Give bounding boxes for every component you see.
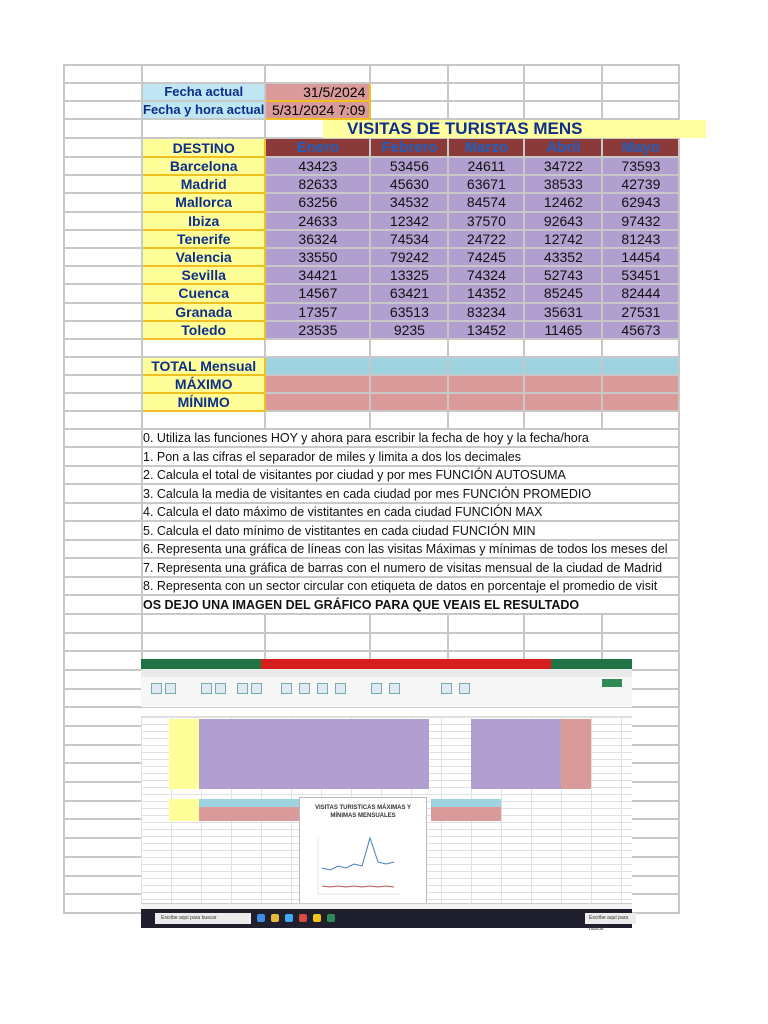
cell[interactable] xyxy=(448,614,524,633)
cell[interactable] xyxy=(448,339,524,357)
sheet-title: VISITAS DE TURISTAS MENS xyxy=(323,120,706,138)
value-cell[interactable]: 97432 xyxy=(602,212,679,230)
city-valencia[interactable]: Valencia xyxy=(142,248,265,266)
cell[interactable] xyxy=(64,503,142,522)
value-cell[interactable]: 12742 xyxy=(524,230,602,248)
cell[interactable] xyxy=(370,411,448,429)
value-cell[interactable]: 35631 xyxy=(524,303,602,321)
value-cell[interactable]: 43423 xyxy=(265,157,370,175)
cell[interactable] xyxy=(142,411,265,429)
cell[interactable] xyxy=(64,447,142,466)
value-cell[interactable]: 14567 xyxy=(265,284,370,302)
value-cell[interactable]: 74245 xyxy=(448,248,524,266)
value-cell[interactable]: 82444 xyxy=(602,284,679,302)
cell[interactable] xyxy=(602,339,679,357)
cell[interactable] xyxy=(64,577,142,596)
value-cell[interactable]: 9235 xyxy=(370,321,448,339)
cell[interactable] xyxy=(448,83,524,101)
value-cell[interactable]: 34532 xyxy=(370,193,448,211)
value-cell[interactable]: 45630 xyxy=(370,175,448,193)
cell[interactable] xyxy=(64,357,142,375)
min-cell[interactable] xyxy=(448,393,524,411)
cell[interactable] xyxy=(142,339,265,357)
cell[interactable] xyxy=(370,101,448,119)
cell[interactable] xyxy=(64,801,142,820)
label-maximo[interactable]: MÁXIMO xyxy=(142,375,265,393)
value-cell[interactable]: 27531 xyxy=(602,303,679,321)
value-cell[interactable]: 74324 xyxy=(448,266,524,284)
cell[interactable] xyxy=(448,65,524,83)
instruction-2[interactable]: 2. Calcula el total de visitantes por ciudad y por mes FUNCIÓN AUTOSUMA xyxy=(142,466,679,485)
value-cell[interactable]: 62943 xyxy=(602,193,679,211)
cell[interactable] xyxy=(64,484,142,503)
value-cell[interactable]: 12462 xyxy=(524,193,602,211)
cell[interactable] xyxy=(142,65,265,83)
value-cell[interactable]: 63421 xyxy=(370,284,448,302)
label-fecha-actual[interactable]: Fecha actual xyxy=(142,83,265,101)
embedded-titlebar xyxy=(141,659,632,669)
cell[interactable] xyxy=(64,393,142,411)
cell[interactable] xyxy=(64,157,142,175)
cell[interactable] xyxy=(370,65,448,83)
cell[interactable] xyxy=(64,838,142,857)
value-cell[interactable]: 37570 xyxy=(448,212,524,230)
value-cell[interactable]: 53456 xyxy=(370,157,448,175)
city-mallorca[interactable]: Mallorca xyxy=(142,193,265,211)
cell[interactable] xyxy=(448,411,524,429)
cell[interactable] xyxy=(265,633,370,652)
label-minimo[interactable]: MÍNIMO xyxy=(142,393,265,411)
cell[interactable] xyxy=(602,65,679,83)
value-cell[interactable]: 63671 xyxy=(448,175,524,193)
total-cell[interactable] xyxy=(602,357,679,375)
cell[interactable] xyxy=(64,193,142,211)
instruction-8[interactable]: 8. Representa con un sector circular con etiqueta de datos en porcentaje el promedio de visit xyxy=(142,577,679,596)
cell[interactable] xyxy=(524,101,602,119)
instruction-1[interactable]: 1. Pon a las cifras el separador de miles y limita a dos los decimales xyxy=(142,447,679,466)
value-cell[interactable]: 73593 xyxy=(602,157,679,175)
value-cell[interactable]: 74534 xyxy=(370,230,448,248)
max-cell[interactable] xyxy=(524,375,602,393)
value-cell[interactable]: 42739 xyxy=(602,175,679,193)
cell[interactable] xyxy=(64,83,142,101)
cell[interactable] xyxy=(448,101,524,119)
value-cell[interactable]: 34722 xyxy=(524,157,602,175)
embedded-ribbon xyxy=(141,669,632,708)
header-month-marzo[interactable]: Marzo xyxy=(448,138,524,157)
cell[interactable] xyxy=(64,876,142,895)
embedded-taskbar-search: Escribe aquí para buscar xyxy=(155,913,251,924)
instruction-0[interactable]: 0. Utiliza las funciones HOY y ahora para escribir la fecha de hoy y la fecha/hora xyxy=(142,429,679,448)
note-text[interactable]: OS DEJO UNA IMAGEN DEL GRÁFICO PARA QUE VEAIS EL RESULTADO xyxy=(142,595,679,614)
cell[interactable] xyxy=(64,411,142,429)
value-cell[interactable]: 53451 xyxy=(602,266,679,284)
city-sevilla[interactable]: Sevilla xyxy=(142,266,265,284)
cell[interactable] xyxy=(448,633,524,652)
date-today[interactable]: 31/5/2024 xyxy=(265,83,370,101)
cell[interactable] xyxy=(64,375,142,393)
min-cell[interactable] xyxy=(602,393,679,411)
total-cell[interactable] xyxy=(370,357,448,375)
instruction-6[interactable]: 6. Representa una gráfica de líneas con las visitas Máximas y mínimas de todos los meses del xyxy=(142,540,679,559)
cell[interactable] xyxy=(602,411,679,429)
total-cell[interactable] xyxy=(524,357,602,375)
date-now[interactable]: 5/31/2024 7:09 xyxy=(265,101,370,119)
cell[interactable] xyxy=(64,101,142,119)
value-cell[interactable]: 38533 xyxy=(524,175,602,193)
value-cell[interactable]: 14454 xyxy=(602,248,679,266)
city-ibiza[interactable]: Ibiza xyxy=(142,212,265,230)
value-cell[interactable]: 63513 xyxy=(370,303,448,321)
city-granada[interactable]: Granada xyxy=(142,303,265,321)
max-cell[interactable] xyxy=(265,375,370,393)
total-cell[interactable] xyxy=(448,357,524,375)
cell[interactable] xyxy=(64,248,142,266)
cell[interactable] xyxy=(64,819,142,838)
cell[interactable] xyxy=(64,707,142,726)
embedded-taskbar xyxy=(141,909,632,932)
cell[interactable] xyxy=(524,633,602,652)
cell[interactable] xyxy=(370,614,448,633)
cell[interactable] xyxy=(64,175,142,193)
embedded-line-chart xyxy=(299,797,427,915)
cell[interactable] xyxy=(64,745,142,764)
cell[interactable] xyxy=(64,726,142,745)
header-destino[interactable]: DESTINO xyxy=(142,138,265,157)
cell[interactable] xyxy=(524,339,602,357)
cell[interactable] xyxy=(64,266,142,284)
embedded-grid xyxy=(141,717,632,903)
embedded-taskbar-search-2: Escribe aquí para buscar xyxy=(585,913,636,924)
cell[interactable] xyxy=(64,558,142,577)
value-cell[interactable]: 83234 xyxy=(448,303,524,321)
cell[interactable] xyxy=(524,65,602,83)
value-cell[interactable]: 82633 xyxy=(265,175,370,193)
label-fecha-hora[interactable]: Fecha y hora actual xyxy=(143,102,265,117)
cell[interactable] xyxy=(64,119,142,138)
cell[interactable] xyxy=(142,119,265,138)
header-month-abril[interactable]: Abril xyxy=(524,138,602,157)
cell[interactable] xyxy=(64,230,142,248)
cell[interactable] xyxy=(265,411,370,429)
cell[interactable] xyxy=(64,689,142,708)
cell[interactable] xyxy=(64,321,142,339)
instruction-5[interactable]: 5. Calcula el dato mínimo de vistitantes en cada ciudad FUNCIÓN MIN xyxy=(142,521,679,540)
cell[interactable] xyxy=(64,303,142,321)
value-cell[interactable]: 85245 xyxy=(524,284,602,302)
value-cell[interactable]: 23535 xyxy=(265,321,370,339)
city-cuenca[interactable]: Cuenca xyxy=(142,284,265,302)
cell[interactable] xyxy=(602,83,679,101)
cell[interactable] xyxy=(64,857,142,876)
value-cell[interactable]: 17357 xyxy=(265,303,370,321)
header-month-febrero[interactable]: Febrero xyxy=(370,138,448,157)
cell[interactable] xyxy=(370,633,448,652)
header-month-enero[interactable]: Enero xyxy=(265,138,370,157)
value-cell[interactable]: 24611 xyxy=(448,157,524,175)
cell[interactable] xyxy=(265,339,370,357)
value-cell[interactable]: 43352 xyxy=(524,248,602,266)
value-cell[interactable]: 14352 xyxy=(448,284,524,302)
city-tenerife[interactable]: Tenerife xyxy=(142,230,265,248)
value-cell[interactable]: 34421 xyxy=(265,266,370,284)
header-month-mayo[interactable]: Mayo xyxy=(602,138,679,157)
cell[interactable] xyxy=(602,633,679,652)
min-cell[interactable] xyxy=(524,393,602,411)
value-cell[interactable]: 45673 xyxy=(602,321,679,339)
city-toledo[interactable]: Toledo xyxy=(142,321,265,339)
cell[interactable] xyxy=(64,595,142,614)
cell[interactable] xyxy=(64,339,142,357)
cell[interactable] xyxy=(64,633,142,652)
embedded-chart-title: VISITAS TURISTICAS MÁXIMAS Y MÍNIMAS MENSUALES xyxy=(314,805,412,819)
cell[interactable] xyxy=(142,614,265,633)
embedded-screenshot xyxy=(141,659,632,932)
cell[interactable] xyxy=(64,540,142,559)
value-cell[interactable]: 79242 xyxy=(370,248,448,266)
value-cell[interactable]: 63256 xyxy=(265,193,370,211)
cell[interactable] xyxy=(64,212,142,230)
label-total[interactable]: TOTAL Mensual xyxy=(142,357,265,375)
total-cell[interactable] xyxy=(265,357,370,375)
cell[interactable] xyxy=(64,521,142,540)
cell[interactable] xyxy=(524,83,602,101)
min-cell[interactable] xyxy=(265,393,370,411)
max-cell[interactable] xyxy=(602,375,679,393)
cell[interactable] xyxy=(64,466,142,485)
cell[interactable] xyxy=(64,651,142,670)
cell[interactable] xyxy=(64,138,142,157)
cell[interactable] xyxy=(524,411,602,429)
cell[interactable] xyxy=(370,83,448,101)
cell[interactable] xyxy=(602,614,679,633)
cell[interactable] xyxy=(64,670,142,689)
instruction-4[interactable]: 4. Calcula el dato máximo de vistitantes en cada ciudad FUNCIÓN MAX xyxy=(142,503,679,522)
city-madrid[interactable]: Madrid xyxy=(142,175,265,193)
value-cell[interactable]: 11465 xyxy=(524,321,602,339)
cell[interactable] xyxy=(64,65,142,83)
max-cell[interactable] xyxy=(370,375,448,393)
cell[interactable] xyxy=(370,339,448,357)
cell[interactable] xyxy=(602,101,679,119)
cell[interactable] xyxy=(64,614,142,633)
value-cell[interactable]: 13325 xyxy=(370,266,448,284)
max-cell[interactable] xyxy=(448,375,524,393)
city-barcelona[interactable]: Barcelona xyxy=(142,157,265,175)
instruction-3[interactable]: 3. Calcula la media de visitantes en cada ciudad por mes FUNCIÓN PROMEDIO xyxy=(142,484,679,503)
value-cell[interactable]: 81243 xyxy=(602,230,679,248)
min-cell[interactable] xyxy=(370,393,448,411)
cell[interactable] xyxy=(64,429,142,448)
cell[interactable] xyxy=(265,614,370,633)
cell[interactable] xyxy=(142,633,265,652)
cell[interactable] xyxy=(64,782,142,801)
value-cell[interactable]: 13452 xyxy=(448,321,524,339)
cell[interactable] xyxy=(524,614,602,633)
value-cell[interactable]: 36324 xyxy=(265,230,370,248)
cell[interactable] xyxy=(64,763,142,782)
value-cell[interactable]: 84574 xyxy=(448,193,524,211)
value-cell[interactable]: 12342 xyxy=(370,212,448,230)
value-cell[interactable]: 24722 xyxy=(448,230,524,248)
cell[interactable] xyxy=(265,65,370,83)
value-cell[interactable]: 33550 xyxy=(265,248,370,266)
cell[interactable] xyxy=(64,894,142,913)
value-cell[interactable]: 52743 xyxy=(524,266,602,284)
value-cell[interactable]: 24633 xyxy=(265,212,370,230)
instruction-7[interactable]: 7. Representa una gráfica de barras con el numero de visitas mensual de la ciudad de Madrid xyxy=(142,558,679,577)
cell[interactable] xyxy=(64,284,142,302)
value-cell[interactable]: 92643 xyxy=(524,212,602,230)
